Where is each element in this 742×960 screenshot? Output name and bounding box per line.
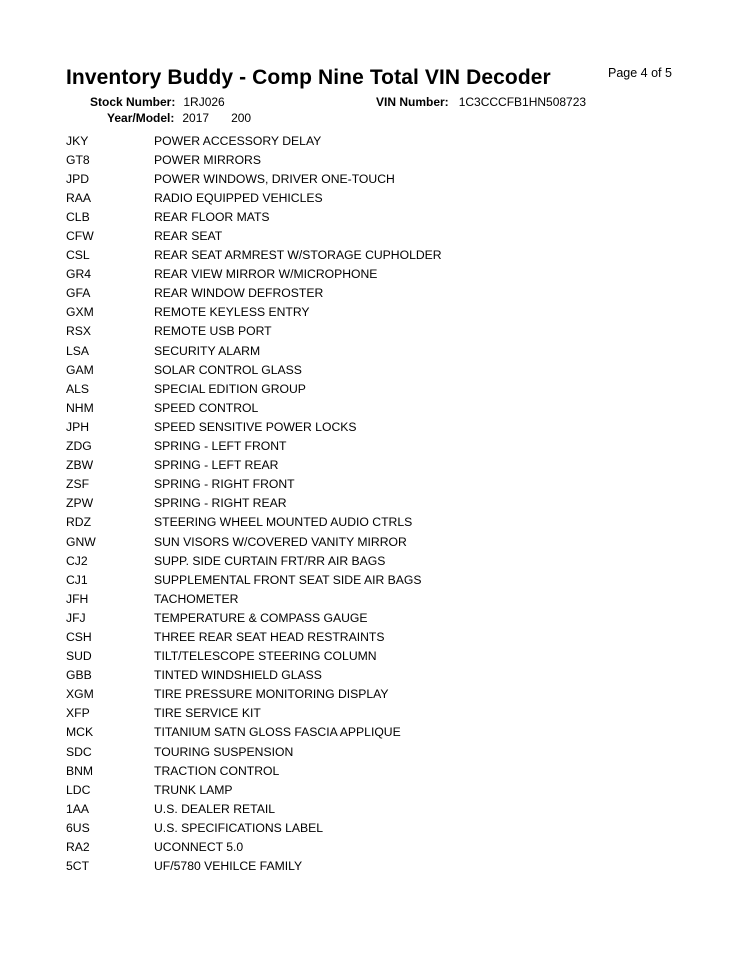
option-row bbox=[66, 494, 442, 513]
option-code: NHM bbox=[66, 400, 94, 415]
option-row bbox=[66, 742, 442, 761]
page-number: Page 4 of 5 bbox=[608, 66, 672, 80]
option-code: GBB bbox=[66, 668, 92, 683]
option-row bbox=[66, 818, 442, 837]
option-description: SPRING - RIGHT REAR bbox=[154, 496, 287, 511]
option-row bbox=[66, 704, 442, 723]
option-row bbox=[66, 360, 442, 379]
option-row bbox=[66, 322, 442, 341]
vin-number-label: VIN Number: bbox=[376, 95, 449, 109]
option-row bbox=[66, 265, 442, 284]
option-description: U.S. DEALER RETAIL bbox=[154, 801, 276, 816]
option-code: ZSF bbox=[66, 477, 90, 492]
option-row bbox=[66, 761, 442, 780]
option-description: POWER MIRRORS bbox=[154, 152, 261, 167]
option-code: JPH bbox=[66, 419, 90, 434]
option-row bbox=[66, 627, 442, 646]
option-code: BNM bbox=[66, 763, 94, 778]
option-code: ALS bbox=[66, 381, 90, 396]
option-code: ZDG bbox=[66, 439, 92, 454]
option-row bbox=[66, 666, 442, 685]
option-description: POWER WINDOWS, DRIVER ONE-TOUCH bbox=[154, 171, 395, 186]
model-value: 200 bbox=[231, 111, 252, 125]
stock-number-label: Stock Number: bbox=[90, 95, 176, 109]
option-code: JPD bbox=[66, 171, 90, 186]
option-row bbox=[66, 131, 442, 150]
option-description: TIRE PRESSURE MONITORING DISPLAY bbox=[154, 687, 389, 702]
option-code: CSL bbox=[66, 248, 90, 263]
option-code: GNW bbox=[66, 534, 96, 549]
option-description: U.S. SPECIFICATIONS LABEL bbox=[154, 820, 324, 835]
option-description: TOURING SUSPENSION bbox=[154, 744, 294, 759]
option-row bbox=[66, 723, 442, 742]
option-row bbox=[66, 341, 442, 360]
option-code: LSA bbox=[66, 343, 90, 358]
option-code: LDC bbox=[66, 782, 91, 797]
year-model bbox=[107, 111, 251, 125]
option-description: REAR SEAT ARMREST W/STORAGE CUPHOLDER bbox=[154, 248, 442, 263]
option-code: GXM bbox=[66, 305, 94, 320]
option-row bbox=[66, 207, 442, 226]
stock-number-value: 1RJ026 bbox=[183, 95, 225, 109]
option-description: SPRING - LEFT FRONT bbox=[154, 439, 287, 454]
option-row bbox=[66, 417, 442, 436]
option-code: SDC bbox=[66, 744, 92, 759]
option-description: UF/5780 VEHILCE FAMILY bbox=[154, 859, 303, 874]
option-code: RSX bbox=[66, 324, 92, 339]
option-description: REMOTE KEYLESS ENTRY bbox=[154, 305, 310, 320]
option-code: MCK bbox=[66, 725, 94, 740]
option-row bbox=[66, 780, 442, 799]
option-code: GFA bbox=[66, 286, 91, 301]
option-code: 5CT bbox=[66, 859, 90, 874]
option-code: SUD bbox=[66, 649, 92, 664]
option-row bbox=[66, 570, 442, 589]
option-code: ZPW bbox=[66, 496, 94, 511]
option-row bbox=[66, 685, 442, 704]
option-description: REAR FLOOR MATS bbox=[154, 209, 270, 224]
option-code: CSH bbox=[66, 629, 92, 644]
option-row bbox=[66, 303, 442, 322]
option-description: TRACTION CONTROL bbox=[154, 763, 280, 778]
option-row bbox=[66, 837, 442, 856]
option-code: 6US bbox=[66, 820, 90, 835]
option-row bbox=[66, 188, 442, 207]
option-row bbox=[66, 589, 442, 608]
option-description: POWER ACCESSORY DELAY bbox=[154, 133, 322, 148]
option-code: RAA bbox=[66, 190, 92, 205]
option-row bbox=[66, 857, 442, 876]
option-description: TACHOMETER bbox=[154, 591, 239, 606]
option-code: CLB bbox=[66, 209, 90, 224]
option-description: TILT/TELESCOPE STEERING COLUMN bbox=[154, 649, 377, 664]
option-code: 1AA bbox=[66, 801, 90, 816]
option-row bbox=[66, 379, 442, 398]
option-code: GT8 bbox=[66, 152, 90, 167]
option-description: UCONNECT 5.0 bbox=[154, 840, 244, 855]
option-description: TEMPERATURE & COMPASS GAUGE bbox=[154, 610, 368, 625]
option-code: CJ2 bbox=[66, 553, 88, 568]
option-description: SPECIAL EDITION GROUP bbox=[154, 381, 306, 396]
option-description: SECURITY ALARM bbox=[154, 343, 261, 358]
option-row bbox=[66, 284, 442, 303]
option-row bbox=[66, 150, 442, 169]
option-code: XGM bbox=[66, 687, 94, 702]
option-description: SPRING - RIGHT FRONT bbox=[154, 477, 295, 492]
option-code: ZBW bbox=[66, 458, 94, 473]
option-description: SPEED CONTROL bbox=[154, 400, 259, 415]
year-value: 2017 bbox=[182, 111, 210, 125]
vin-number-value: 1C3CCCFB1HN508723 bbox=[458, 95, 587, 109]
option-row bbox=[66, 437, 442, 456]
option-description: REMOTE USB PORT bbox=[154, 324, 272, 339]
option-row bbox=[66, 246, 442, 265]
option-description: SUN VISORS W/COVERED VANITY MIRROR bbox=[154, 534, 407, 549]
option-code: RA2 bbox=[66, 840, 90, 855]
option-row bbox=[66, 799, 442, 818]
option-row bbox=[66, 475, 442, 494]
option-code: JFJ bbox=[66, 610, 86, 625]
option-code: JKY bbox=[66, 133, 89, 148]
option-row bbox=[66, 551, 442, 570]
option-description: SUPP. SIDE CURTAIN FRT/RR AIR BAGS bbox=[154, 553, 386, 568]
option-code: CJ1 bbox=[66, 572, 88, 587]
option-description: TINTED WINDSHIELD GLASS bbox=[154, 668, 322, 683]
option-row bbox=[66, 532, 442, 551]
option-description: SOLAR CONTROL GLASS bbox=[154, 362, 302, 377]
option-code: GAM bbox=[66, 362, 94, 377]
option-description: SPEED SENSITIVE POWER LOCKS bbox=[154, 419, 357, 434]
option-code: RDZ bbox=[66, 515, 92, 530]
option-row bbox=[66, 647, 442, 666]
option-description: TITANIUM SATN GLOSS FASCIA APPLIQUE bbox=[154, 725, 401, 740]
option-code: CFW bbox=[66, 229, 94, 244]
page-title: Inventory Buddy - Comp Nine Total VIN Decoder bbox=[66, 66, 551, 89]
option-row bbox=[66, 226, 442, 245]
option-description: SUPPLEMENTAL FRONT SEAT SIDE AIR BAGS bbox=[154, 572, 422, 587]
option-description: TRUNK LAMP bbox=[154, 782, 233, 797]
option-row bbox=[66, 169, 442, 188]
year-model-label: Year/Model: bbox=[107, 111, 175, 125]
option-description: REAR SEAT bbox=[154, 229, 223, 244]
option-description: STEERING WHEEL MOUNTED AUDIO CTRLS bbox=[154, 515, 413, 530]
stock-number bbox=[90, 95, 225, 109]
option-row bbox=[66, 398, 442, 417]
option-row bbox=[66, 513, 442, 532]
option-description: THREE REAR SEAT HEAD RESTRAINTS bbox=[154, 629, 385, 644]
option-description: RADIO EQUIPPED VEHICLES bbox=[154, 190, 323, 205]
option-code: JFH bbox=[66, 591, 89, 606]
option-description: REAR VIEW MIRROR W/MICROPHONE bbox=[154, 267, 378, 282]
option-row bbox=[66, 608, 442, 627]
option-description: TIRE SERVICE KIT bbox=[154, 706, 261, 721]
option-description: REAR WINDOW DEFROSTER bbox=[154, 286, 324, 301]
option-code-list bbox=[66, 131, 442, 876]
vin-number bbox=[376, 95, 586, 109]
option-description: SPRING - LEFT REAR bbox=[154, 458, 279, 473]
option-row bbox=[66, 456, 442, 475]
option-code: GR4 bbox=[66, 267, 92, 282]
option-code: XFP bbox=[66, 706, 90, 721]
